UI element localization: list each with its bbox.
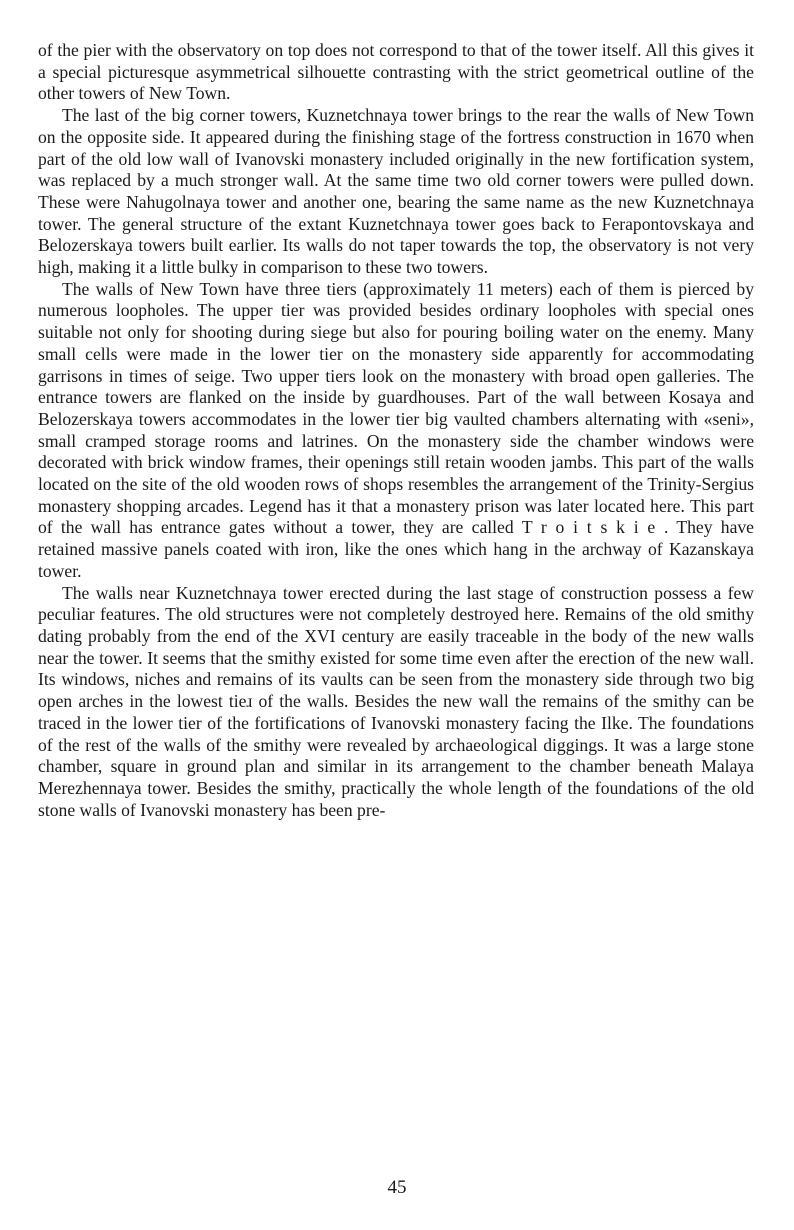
troitskie-spaced-word: Troitskie	[521, 517, 665, 538]
paragraph-3-text-after: . They have retained massive panels coated with iron, like the ones which hang in the archway of Kazanskaya tower.	[38, 517, 754, 581]
page-body	[38, 40, 754, 821]
page-number: 45	[387, 1177, 407, 1198]
paragraph-3-text-before: The walls of New Town have three tiers (approximately 11 meters) each of them is pierced by numerous loopholes. The upper tier was provided besides ordinary loopholes with special ones suitable not only for shooting during siege but also for pouring boiling water on the enemy. Many small cells were made in the lower tier on the monastery side apparently for accommodating garrisons in times of seige. Two upper tiers look on the monastery with broad open galleries. The entrance towers are flanked on the inside by guardhouses. Part of the wall between Kosaya and Belozerskaya towers accommodates in the lower tier big vaulted chambers alternating with «seni», small cramped storage rooms and latrines. On the monastery side the chamber windows were decorated with brick window frames, their openings still retain wooden jambs. This part of the walls located on the site of the old wooden rows of shops resembles the arrangement of the Trinity-Sergius monastery shopping arcades. Legend has it that a monastery prison was later located here. This part of the wall has entrance gates without a tower, they are called	[38, 278, 754, 538]
paragraph-2: The last of the big corner towers, Kuznetchnaya tower brings to the rear the walls of New Town on the opposite side. It appeared during the finishing stage of the fortress construction in 1670 when part of the old low wall of Ivanovski monastery included originally in the new fortification system, was replaced by a much stronger wall. At the same time two old corner towers were pulled down. These were Nahugolnaya tower and another one, bearing the same name as the new Kuznetchnaya tower. The general structure of the extant Kuznetchnaya tower goes back to Ferapontovskaya and Belozerskaya towers built earlier. Its walls do not taper towards the top, the observatory is not very high, making it a little bulky in comparison to these two towers.	[38, 105, 754, 278]
paragraph-3	[38, 279, 754, 583]
paragraph-4: The walls near Kuznetchnaya tower erected during the last stage of construction possess a few peculiar features. The old structures were not completely destroyed here. Remains of the old smithy dating probably from the end of the XVI century are easily traceable in the body of the new walls near the tower. It seems that the smithy existed for some time even after the erection of the new wall. Its windows, niches and remains of its vaults can be seen from the monastery side through two big open arches in the lowest tieɹ of the walls. Besides the new wall the remains of the smithy can be traced in the lower tier of the fortifications of Ivanovski monastery facing the Ilke. The foundations of the rest of the walls of the smithy were revealed by archaeological diggings. It was a large stone chamber, square in ground plan and similar in its arrangement to the chamber beneath Malaya Merezhennaya tower. Besides the smithy, practically the whole length of the foundations of the old stone walls of Ivanovski monastery has been pre-	[38, 582, 754, 820]
paragraph-1: of the pier with the observatory on top does not correspond to that of the tower itself. All this gives it a special picturesque asymmetrical silhouette contrasting with the strict geometrical outline of the other towers of New Town.	[38, 40, 754, 104]
